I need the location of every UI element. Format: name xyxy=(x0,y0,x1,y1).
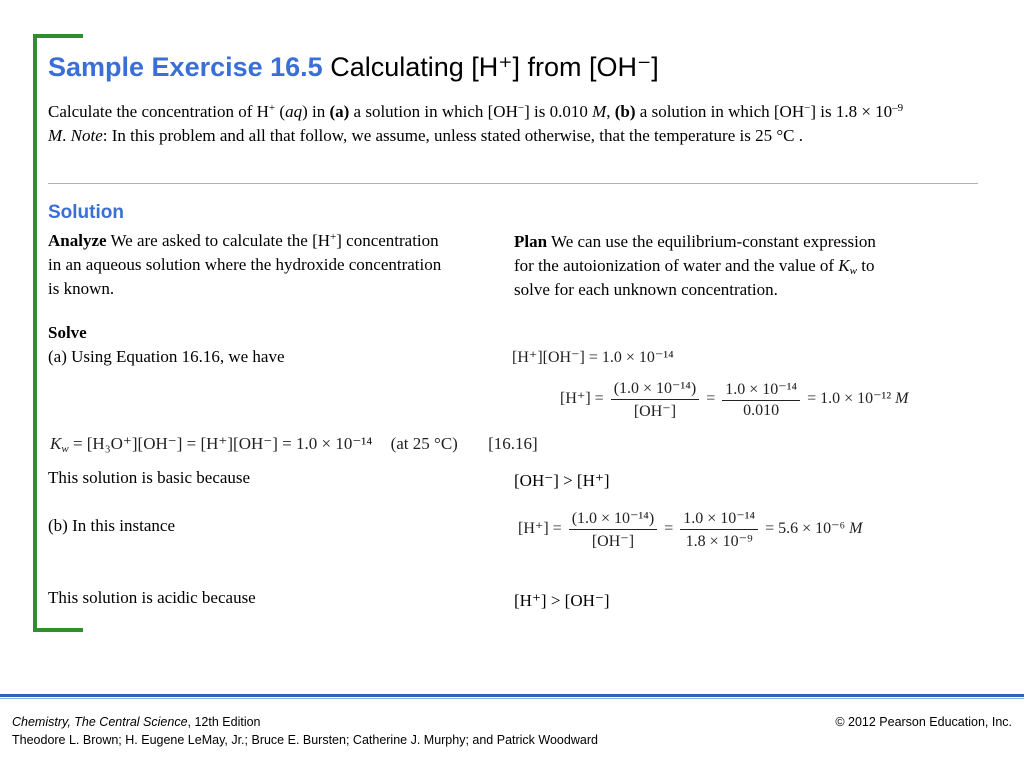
analyze-text: ] concentration in an aqueous solution where the hydroxide concentration is known. xyxy=(48,231,442,298)
acidic-relation: [H⁺] > [OH⁻] xyxy=(514,591,610,610)
eq-1616-condition: (at 25 °C) xyxy=(390,434,458,453)
solve-part-a: (a) Using Equation 16.16, we have xyxy=(48,347,285,366)
slide-title xyxy=(48,52,659,83)
solve-part-b: (b) In this instance xyxy=(48,516,175,535)
eq-b-num-1: (1.0 × 10⁻¹⁴) xyxy=(569,508,658,530)
acidic-statement: This solution is acidic because xyxy=(48,588,256,607)
eq-a-den-2: 0.010 xyxy=(743,402,780,419)
exercise-number: Sample Exercise 16.5 xyxy=(48,52,323,82)
intro-text: a solution in which [OH xyxy=(639,102,805,121)
eq-a-molar: M xyxy=(895,390,909,408)
plan-k: K xyxy=(838,256,850,275)
footer-rule-thin xyxy=(0,698,1024,699)
intro-text: : In this problem and all that follow, we assume, unless stated otherwise, that the temperature is 25 °C . xyxy=(102,126,803,145)
intro-text: ( xyxy=(279,102,286,121)
eq-a-num-1: (1.0 × 10⁻¹⁴) xyxy=(611,378,700,400)
intro-text: ] is 1.8 × 10 xyxy=(810,102,893,121)
intro-text: Calculate the concentration of H xyxy=(48,102,269,121)
footer-rule xyxy=(0,694,1024,697)
intro-note: Note xyxy=(70,126,103,145)
footer-copyright: © 2012 Pearson Education, Inc. xyxy=(835,715,1012,729)
eq-a-fraction-2 xyxy=(722,379,800,420)
equation-part-a xyxy=(560,378,908,421)
divider xyxy=(48,183,978,184)
eq-a-fraction-1 xyxy=(611,378,700,421)
intro-aq: aq xyxy=(285,102,303,121)
analyze-text: We are asked to calculate the [H xyxy=(110,231,331,250)
intro-text: . xyxy=(62,126,67,145)
plan-text: We can use the equilibrium-constant expression for the autoionization of water and the value of xyxy=(514,232,876,275)
eq-b-fraction-1 xyxy=(569,508,658,551)
solution-heading: Solution xyxy=(48,202,124,223)
exercise-title: Calculating [H⁺] from [OH⁻] xyxy=(330,52,659,82)
footer-book xyxy=(12,715,261,729)
basic-relation: [OH⁻] > [H⁺] xyxy=(514,471,610,490)
plan-paragraph xyxy=(514,230,894,302)
eq-a-result: = 1.0 × 10⁻¹² xyxy=(807,390,892,408)
analyze-label: Analyze xyxy=(48,231,107,250)
eq-1616-k: K xyxy=(50,434,62,453)
intro-part-a: (a) xyxy=(329,102,350,121)
equation-kw: [H⁺][OH⁻] = 1.0 × 10⁻¹⁴ xyxy=(512,349,674,366)
eq-a-lhs: [H⁺] = xyxy=(560,390,604,408)
plan-w: w xyxy=(849,265,857,277)
plan-label: Plan xyxy=(514,232,548,251)
eq-a-den-1: [OH⁻] xyxy=(633,403,677,420)
basic-statement: This solution is basic because xyxy=(48,468,251,487)
eq-1616-body: = [H₃O⁺][OH⁻] = [H⁺][OH⁻] = 1.0 × 10⁻¹⁴ xyxy=(72,434,373,453)
intro-exponent: –9 xyxy=(892,102,904,114)
eq-b-den-2: 1.8 × 10⁻⁹ xyxy=(685,533,753,550)
eq-b-fraction-2 xyxy=(680,508,758,551)
intro-text: a solution in which [OH xyxy=(353,102,518,121)
intro-text: ] is 0.010 xyxy=(524,102,588,121)
intro-text: ) in xyxy=(302,102,326,121)
eq-1616-tag: [16.16] xyxy=(488,434,538,453)
footer-edition: , 12th Edition xyxy=(187,715,261,729)
intro-molar: M xyxy=(592,102,607,121)
eq-a-num-2: 1.0 × 10⁻¹⁴ xyxy=(722,379,800,401)
footer-authors: Theodore L. Brown; H. Eugene LeMay, Jr.; Bruce E. Bursten; Catherine J. Murphy; and Patrick Woodward xyxy=(12,733,598,747)
eq-b-lhs: [H⁺] = xyxy=(518,520,562,538)
eq-b-result: = 5.6 × 10⁻⁶ xyxy=(765,520,846,538)
eq-b-num-2: 1.0 × 10⁻¹⁴ xyxy=(680,508,758,530)
eq-b-equals: = xyxy=(664,520,674,538)
equation-part-b xyxy=(518,508,862,551)
eq-b-den-1: [OH⁻] xyxy=(591,533,635,550)
problem-statement: Calculate the concentration of H+ (aq) in (a) a solution in which [OH−] is 0.010 M, (b) a solution in which [OH−] is $1.8 \times 10^{-9}$ M. Note: In this problem and all that follow, we assume, unless stated otherwise, that the temperature is 25 °C . xyxy=(48,102,904,145)
footer-book-title: Chemistry, The Central Science xyxy=(12,715,188,729)
equation-16-16 xyxy=(50,434,538,454)
analyze-paragraph: Analyze We are asked to calculate the [H+] concentration in an aqueous solution where the hydroxide concentration is known. xyxy=(48,231,442,298)
eq-b-molar: M xyxy=(849,520,863,538)
eq-a-equals: = xyxy=(706,390,716,408)
plan-text: to solve for each unknown concentration. xyxy=(514,256,875,299)
intro-text: , xyxy=(606,102,611,121)
solve-label: Solve xyxy=(48,323,87,342)
intro-molar: M xyxy=(48,126,63,145)
intro-part-b: (b) xyxy=(614,102,636,121)
eq-1616-w: w xyxy=(61,443,69,455)
